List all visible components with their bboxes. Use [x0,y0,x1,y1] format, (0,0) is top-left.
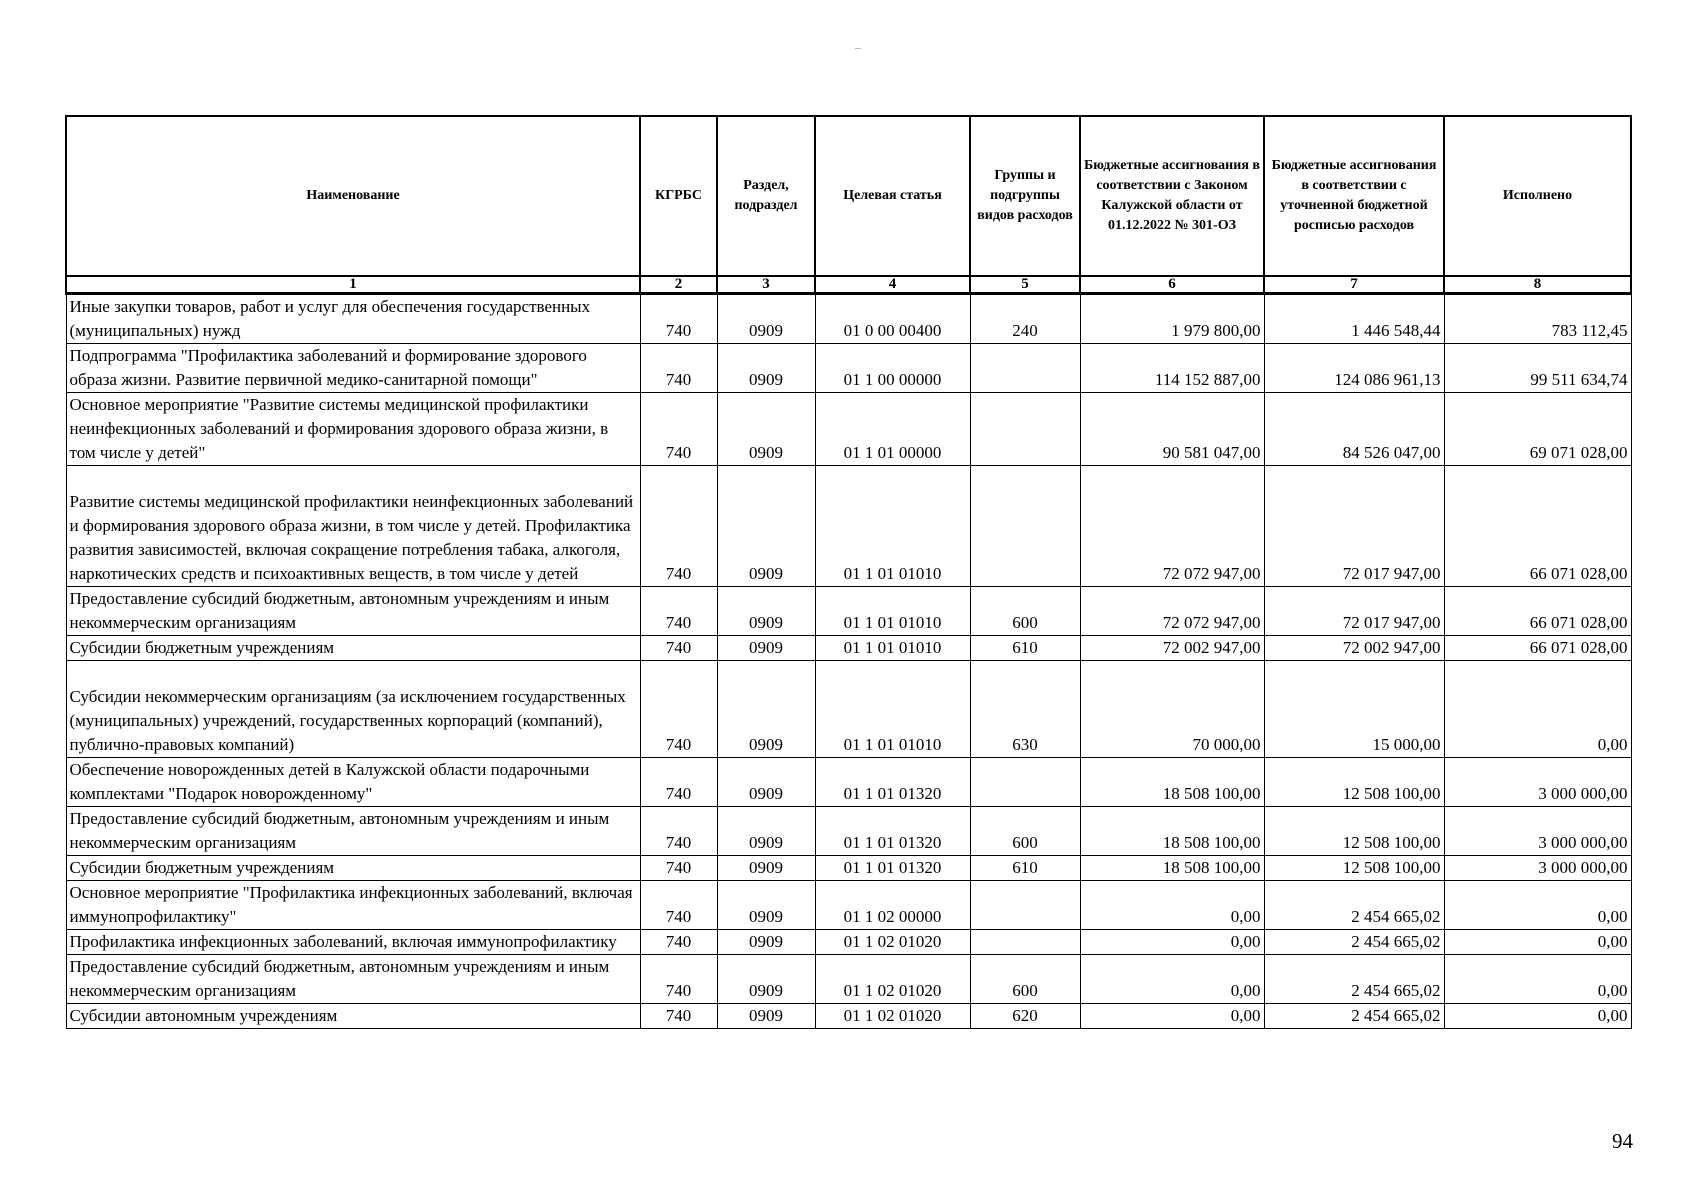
row-section: 0909 [717,881,815,930]
table-row [66,758,1631,807]
row-target: 01 1 01 01320 [815,758,970,807]
row-target: 01 0 00 00400 [815,294,970,344]
row-section: 0909 [717,294,815,344]
table-row [66,856,1631,881]
row-law: 18 508 100,00 [1080,856,1264,881]
row-group [970,393,1080,466]
row-section: 0909 [717,1004,815,1029]
row-kgrbs: 740 [640,930,717,955]
row-kgrbs: 740 [640,955,717,1004]
header-target: Целевая статья [815,116,970,276]
row-name: Субсидии бюджетным учреждениям [66,636,640,661]
scan-mark [855,48,861,49]
budget-table [65,115,1632,1029]
row-name: Развитие системы медицинской профилактики неинфекционных заболеваний и формирования здорового образа жизни, в том числе у детей. Профилактика развития зависимостей, включая сокращение потребления табака, алкоголя, наркотических средств и психоактивных веществ, в том числе у детей [66,466,640,587]
row-executed: 3 000 000,00 [1444,758,1631,807]
row-section: 0909 [717,661,815,758]
row-kgrbs: 740 [640,856,717,881]
row-executed: 66 071 028,00 [1444,466,1631,587]
row-executed: 69 071 028,00 [1444,393,1631,466]
column-number: 2 [640,276,717,294]
table-row [66,344,1631,393]
row-executed: 0,00 [1444,930,1631,955]
row-law: 90 581 047,00 [1080,393,1264,466]
row-section: 0909 [717,393,815,466]
row-name: Основное мероприятие "Развитие системы медицинской профилактики неинфекционных заболеваний и формирования здорового образа жизни, в том числе у детей" [66,393,640,466]
row-name: Иные закупки товаров, работ и услуг для обеспечения государственных (муниципальных) нужд [66,294,640,344]
row-refined: 72 017 947,00 [1264,587,1444,636]
header-law-allocations: Бюджетные ассигнования в соответствии с Законом Калужской области от 01.12.2022 № 301-ОЗ [1080,116,1264,276]
column-number-row [66,276,1631,294]
row-group: 610 [970,856,1080,881]
table-row [66,955,1631,1004]
row-section: 0909 [717,758,815,807]
row-target: 01 1 01 01320 [815,856,970,881]
row-name: Основное мероприятие "Профилактика инфекционных заболеваний, включая иммунопрофилактику" [66,881,640,930]
row-refined: 72 002 947,00 [1264,636,1444,661]
table-row [66,636,1631,661]
row-group: 620 [970,1004,1080,1029]
row-name: Предоставление субсидий бюджетным, автономным учреждениям и иным некоммерческим организациям [66,807,640,856]
header-kgrbs: КГРБС [640,116,717,276]
row-law: 0,00 [1080,955,1264,1004]
row-section: 0909 [717,930,815,955]
row-law: 72 072 947,00 [1080,587,1264,636]
row-law: 114 152 887,00 [1080,344,1264,393]
page-number: 94 [1612,1129,1633,1153]
row-executed: 66 071 028,00 [1444,587,1631,636]
row-name: Предоставление субсидий бюджетным, автономным учреждениям и иным некоммерческим организациям [66,955,640,1004]
row-law: 0,00 [1080,1004,1264,1029]
row-kgrbs: 740 [640,807,717,856]
row-kgrbs: 740 [640,636,717,661]
row-law: 0,00 [1080,881,1264,930]
table-row [66,881,1631,930]
column-number: 4 [815,276,970,294]
table-row [66,1004,1631,1029]
row-law: 1 979 800,00 [1080,294,1264,344]
row-target: 01 1 02 01020 [815,955,970,1004]
row-target: 01 1 01 01010 [815,466,970,587]
row-kgrbs: 740 [640,466,717,587]
row-law: 0,00 [1080,930,1264,955]
row-refined: 15 000,00 [1264,661,1444,758]
row-section: 0909 [717,587,815,636]
row-group: 600 [970,955,1080,1004]
header-groups: Группы и подгруппы видов расходов [970,116,1080,276]
row-name: Субсидии некоммерческим организациям (за исключением государственных (муниципальных) учреждений, государственных корпораций (компаний), публично-правовых компаний) [66,661,640,758]
row-group: 610 [970,636,1080,661]
row-law: 72 002 947,00 [1080,636,1264,661]
row-name: Предоставление субсидий бюджетным, автономным учреждениям и иным некоммерческим организациям [66,587,640,636]
row-kgrbs: 740 [640,1004,717,1029]
table-row [66,930,1631,955]
row-group [970,881,1080,930]
row-executed: 66 071 028,00 [1444,636,1631,661]
row-section: 0909 [717,466,815,587]
row-executed: 3 000 000,00 [1444,856,1631,881]
row-refined: 2 454 665,02 [1264,1004,1444,1029]
table-header-row [66,116,1631,276]
row-refined: 2 454 665,02 [1264,955,1444,1004]
header-section: Раздел, подраздел [717,116,815,276]
row-target: 01 1 02 01020 [815,1004,970,1029]
row-kgrbs: 740 [640,587,717,636]
row-name: Профилактика инфекционных заболеваний, включая иммунопрофилактику [66,930,640,955]
table-row [66,294,1631,344]
column-number: 6 [1080,276,1264,294]
row-target: 01 1 01 00000 [815,393,970,466]
row-group [970,344,1080,393]
row-executed: 0,00 [1444,661,1631,758]
row-executed: 3 000 000,00 [1444,807,1631,856]
column-number: 5 [970,276,1080,294]
header-name: Наименование [66,116,640,276]
row-kgrbs: 740 [640,294,717,344]
column-number: 3 [717,276,815,294]
row-group [970,466,1080,587]
row-refined: 72 017 947,00 [1264,466,1444,587]
row-name: Обеспечение новорожденных детей в Калужской области подарочными комплектами "Подарок новорожденному" [66,758,640,807]
table-row [66,807,1631,856]
row-executed: 0,00 [1444,955,1631,1004]
row-section: 0909 [717,807,815,856]
row-executed: 0,00 [1444,881,1631,930]
column-number: 8 [1444,276,1631,294]
row-name: Субсидии бюджетным учреждениям [66,856,640,881]
row-target: 01 1 00 00000 [815,344,970,393]
row-law: 72 072 947,00 [1080,466,1264,587]
row-executed: 0,00 [1444,1004,1631,1029]
row-section: 0909 [717,856,815,881]
row-law: 18 508 100,00 [1080,807,1264,856]
row-group [970,758,1080,807]
row-section: 0909 [717,636,815,661]
row-group: 240 [970,294,1080,344]
column-number: 1 [66,276,640,294]
row-refined: 2 454 665,02 [1264,881,1444,930]
row-law: 18 508 100,00 [1080,758,1264,807]
row-refined: 2 454 665,02 [1264,930,1444,955]
row-kgrbs: 740 [640,393,717,466]
row-executed: 783 112,45 [1444,294,1631,344]
row-group: 600 [970,587,1080,636]
row-target: 01 1 01 01010 [815,661,970,758]
row-group [970,930,1080,955]
row-kgrbs: 740 [640,758,717,807]
row-target: 01 1 02 00000 [815,881,970,930]
table-row [66,587,1631,636]
row-kgrbs: 740 [640,881,717,930]
row-group: 600 [970,807,1080,856]
row-name: Субсидии автономным учреждениям [66,1004,640,1029]
row-refined: 84 526 047,00 [1264,393,1444,466]
row-target: 01 1 01 01010 [815,587,970,636]
header-executed: Исполнено [1444,116,1631,276]
row-target: 01 1 02 01020 [815,930,970,955]
row-refined: 12 508 100,00 [1264,807,1444,856]
row-refined: 124 086 961,13 [1264,344,1444,393]
row-kgrbs: 740 [640,344,717,393]
row-refined: 1 446 548,44 [1264,294,1444,344]
row-target: 01 1 01 01010 [815,636,970,661]
column-number: 7 [1264,276,1444,294]
row-section: 0909 [717,955,815,1004]
table-row [66,393,1631,466]
row-group: 630 [970,661,1080,758]
row-section: 0909 [717,344,815,393]
row-refined: 12 508 100,00 [1264,856,1444,881]
row-kgrbs: 740 [640,661,717,758]
row-law: 70 000,00 [1080,661,1264,758]
row-executed: 99 511 634,74 [1444,344,1631,393]
table-row [66,661,1631,758]
row-refined: 12 508 100,00 [1264,758,1444,807]
row-target: 01 1 01 01320 [815,807,970,856]
header-refined-allocations: Бюджетные ассигнования в соответствии с уточненной бюджетной росписью расходов [1264,116,1444,276]
table-row [66,466,1631,587]
row-name: Подпрограмма "Профилактика заболеваний и формирование здорового образа жизни. Развитие первичной медико-санитарной помощи" [66,344,640,393]
